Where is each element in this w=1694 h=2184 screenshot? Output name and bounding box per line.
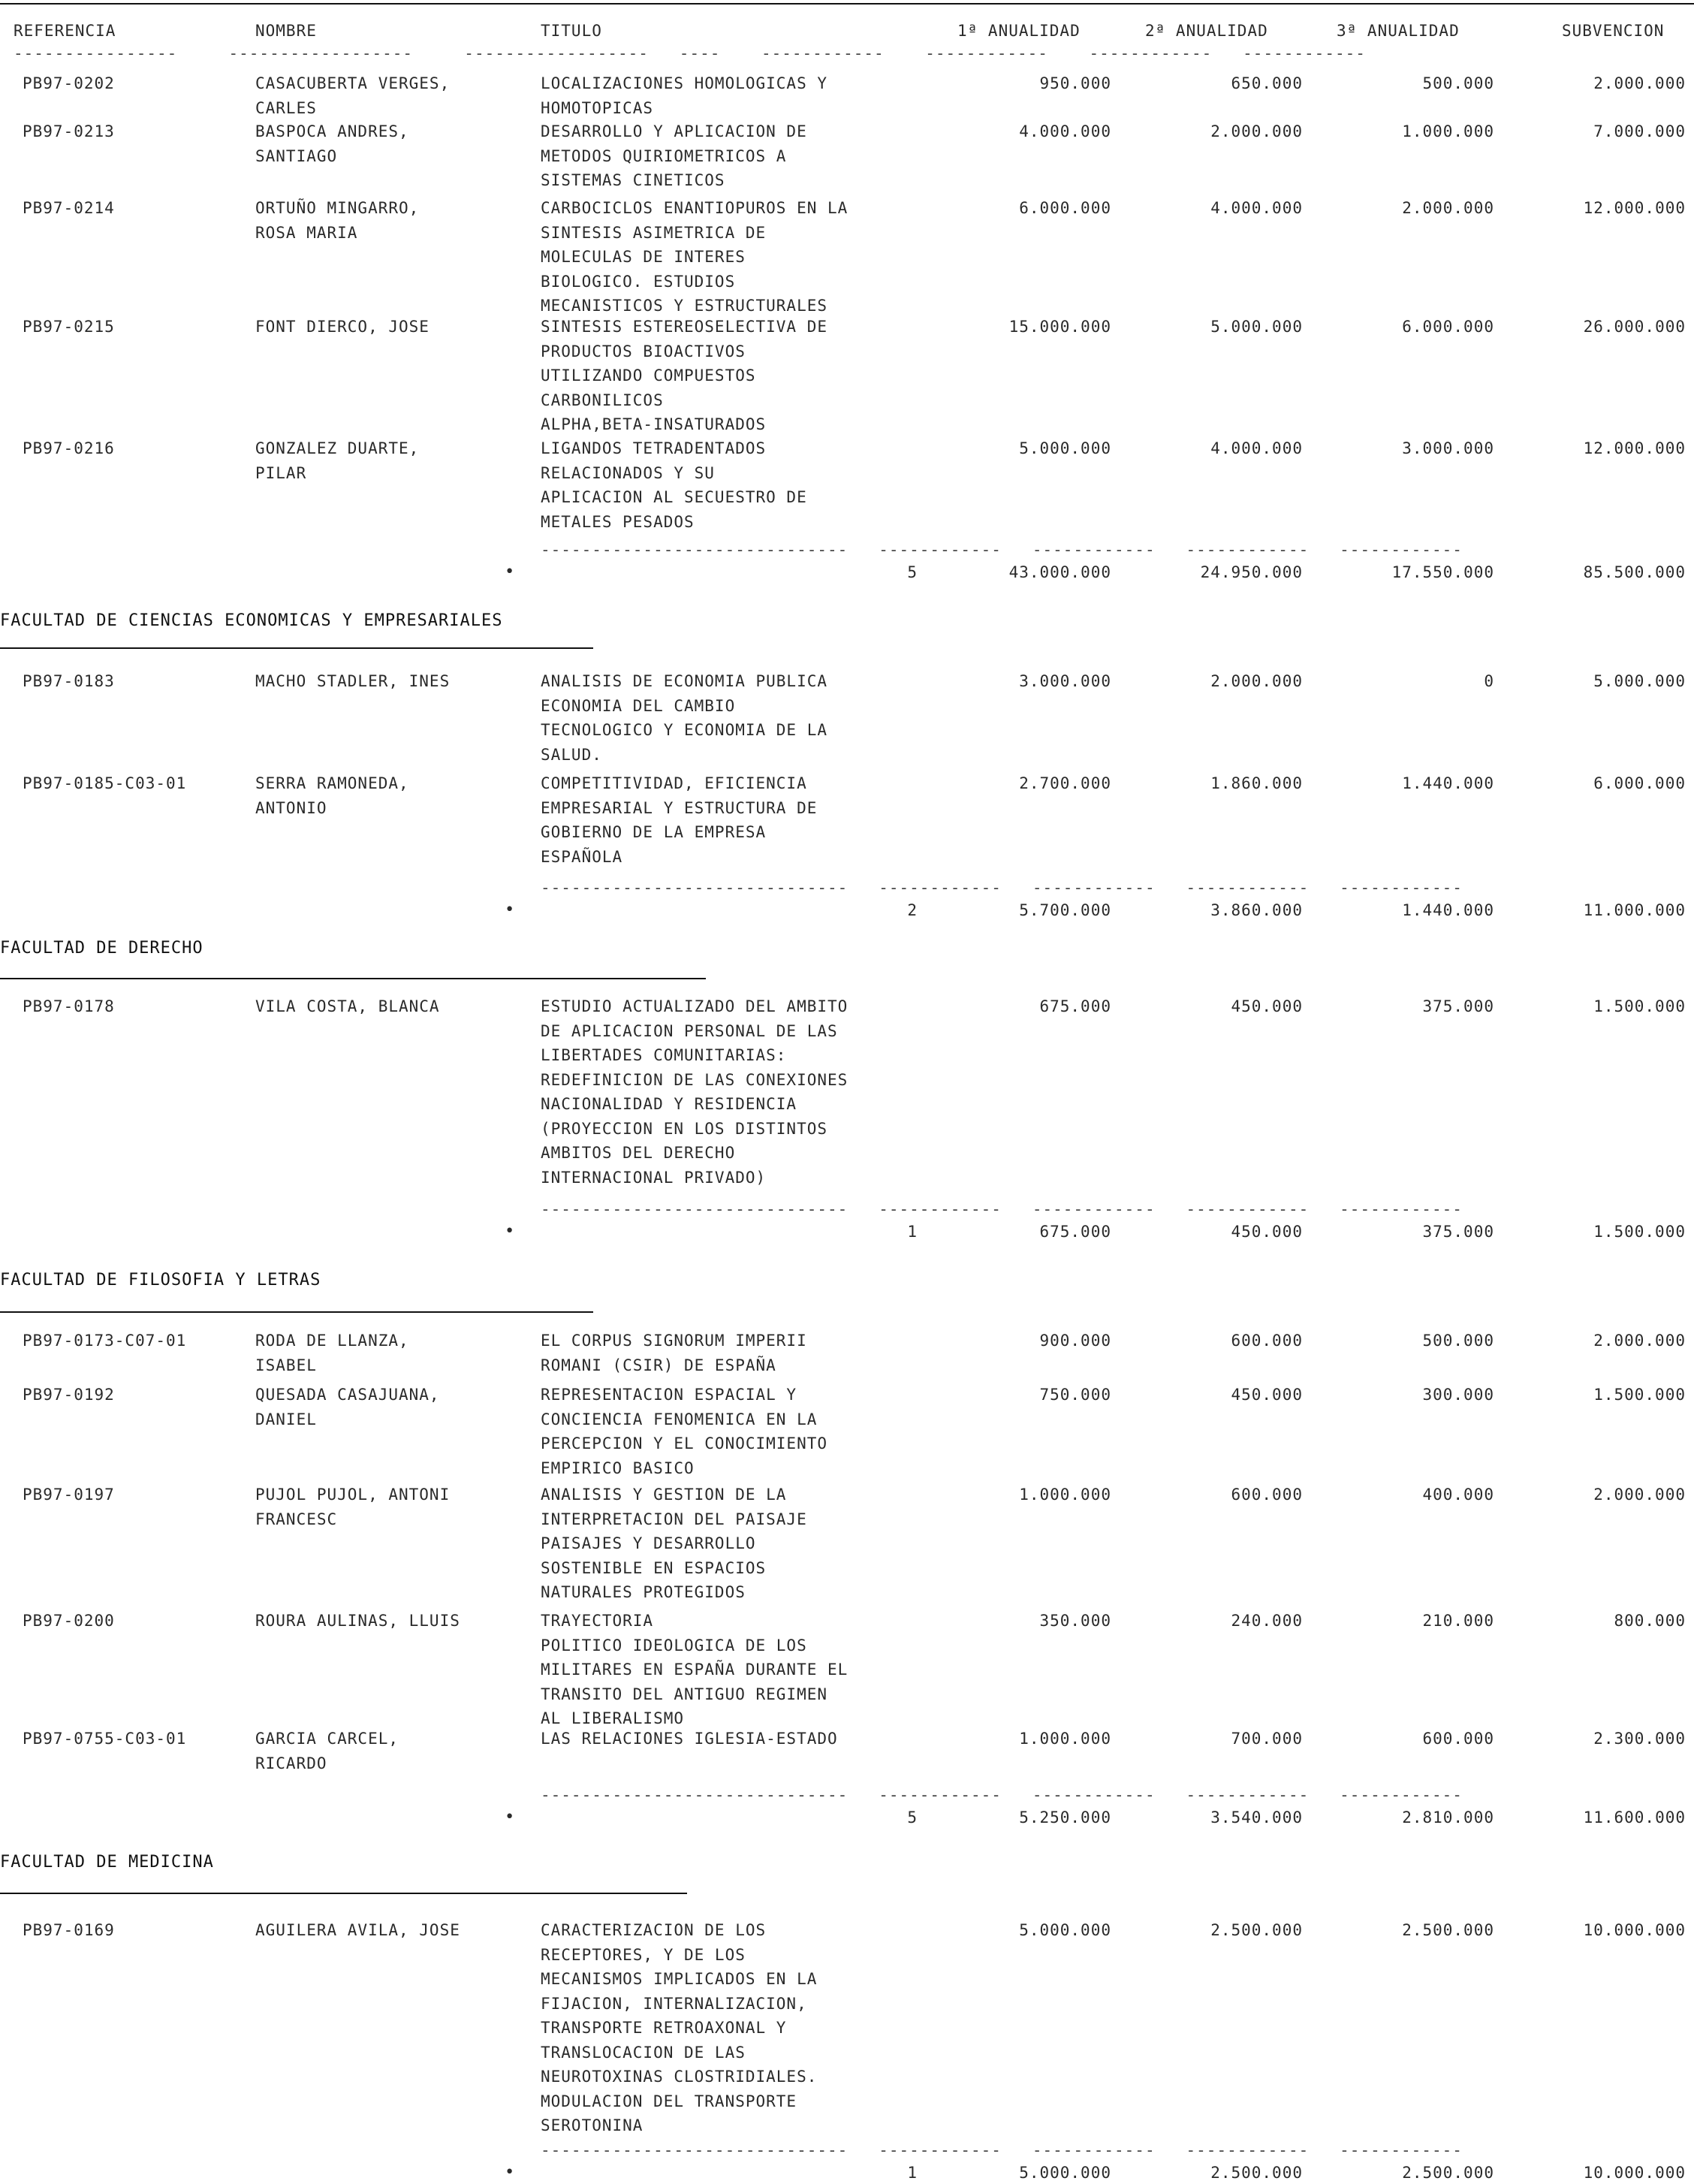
row-anualidad-3: 500.000 — [1422, 1332, 1494, 1350]
row-subvencion: 6.000.000 — [1593, 774, 1686, 792]
row-reference: PB97-0215 — [23, 318, 115, 336]
row-anualidad-2: 5.000.000 — [1210, 318, 1303, 336]
total-count: 1 — [907, 2164, 918, 2182]
total-anualidad-1: 43.000.000 — [1008, 563, 1111, 581]
row-anualidad-1: 15.000.000 — [1008, 318, 1111, 336]
row-name-line: DANIEL — [255, 1410, 317, 1428]
row-title-line: LIBERTADES COMUNITARIAS: — [541, 1046, 787, 1064]
total-separator: ------------------------------ ------------ ------------ ------------ ------------ — [541, 1786, 1463, 1804]
row-title-line: TRANSITO DEL ANTIGUO REGIMEN — [541, 1685, 828, 1703]
header-a1: 1ª ANUALIDAD — [957, 22, 1081, 40]
row-subvencion: 800.000 — [1614, 1612, 1686, 1630]
row-title-line: SOSTENIBLE EN ESPACIOS — [541, 1558, 767, 1577]
row-name-line: PILAR — [255, 463, 307, 482]
row-name-line: RICARDO — [255, 1754, 327, 1772]
row-subvencion: 2.000.000 — [1593, 74, 1686, 92]
row-anualidad-3: 2.000.000 — [1402, 199, 1494, 217]
total-bullet: • — [505, 2163, 515, 2182]
row-anualidad-3: 3.000.000 — [1402, 439, 1494, 457]
row-name-line: SANTIAGO — [255, 146, 338, 165]
total-subvencion: 11.600.000 — [1583, 1808, 1686, 1827]
row-title-line: MILITARES EN ESPAÑA DURANTE EL — [541, 1661, 849, 1679]
row-subvencion: 2.000.000 — [1593, 1486, 1686, 1504]
row-anualidad-2: 4.000.000 — [1210, 199, 1303, 217]
total-subvencion: 11.000.000 — [1583, 901, 1686, 919]
row-title-line: PRODUCTOS BIOACTIVOS — [541, 342, 746, 360]
row-title-line: MECANISTICOS Y ESTRUCTURALES — [541, 297, 828, 315]
row-reference: PB97-0202 — [23, 74, 115, 92]
total-anualidad-1: 5.250.000 — [1019, 1808, 1111, 1827]
row-title-line: MECANISMOS IMPLICADOS EN LA — [541, 1970, 818, 1988]
row-name-line: FRANCESC — [255, 1510, 338, 1528]
row-title-line: ANALISIS DE ECONOMIA PUBLICA — [541, 672, 828, 690]
row-anualidad-3: 2.500.000 — [1402, 1921, 1494, 1939]
row-anualidad-3: 1.000.000 — [1402, 122, 1494, 140]
row-reference: PB97-0192 — [23, 1386, 115, 1404]
row-name-line: GONZALEZ DUARTE, — [255, 439, 420, 457]
row-subvencion: 26.000.000 — [1583, 318, 1686, 336]
total-anualidad-2: 3.860.000 — [1210, 901, 1303, 919]
row-title-line: MOLECULAS DE INTERES — [541, 248, 746, 266]
row-anualidad-3: 375.000 — [1422, 997, 1494, 1015]
row-anualidad-2: 2.000.000 — [1210, 672, 1303, 690]
row-anualidad-2: 600.000 — [1231, 1332, 1303, 1350]
row-title-line: SINTESIS ESTEREOSELECTIVA DE — [541, 318, 828, 336]
row-anualidad-1: 4.000.000 — [1019, 122, 1111, 140]
row-name-line: AGUILERA AVILA, JOSE — [255, 1921, 460, 1939]
row-anualidad-3: 1.440.000 — [1402, 774, 1494, 792]
row-title-line: POLITICO IDEOLOGICA DE LOS — [541, 1636, 807, 1655]
row-reference: PB97-0173-C07-01 — [23, 1332, 187, 1350]
row-title-line: UTILIZANDO COMPUESTOS — [541, 367, 756, 385]
row-name-line: VILA COSTA, BLANCA — [255, 997, 440, 1015]
total-anualidad-3: 2.810.000 — [1402, 1808, 1494, 1827]
row-name-line: CASACUBERTA VERGES, — [255, 74, 451, 92]
row-anualidad-1: 3.000.000 — [1019, 672, 1111, 690]
row-subvencion: 12.000.000 — [1583, 439, 1686, 457]
row-reference: PB97-0216 — [23, 439, 115, 457]
row-title-line: APLICACION AL SECUESTRO DE — [541, 488, 807, 506]
row-title-line: ANALISIS Y GESTION DE LA — [541, 1486, 787, 1504]
total-anualidad-1: 5.700.000 — [1019, 901, 1111, 919]
section-rule — [0, 1893, 687, 1894]
header-a3: 3ª ANUALIDAD — [1337, 22, 1460, 40]
header-sub: SUBVENCION — [1562, 22, 1665, 40]
total-separator: ------------------------------ ------------ ------------ ------------ ------------ — [541, 879, 1463, 897]
section-rule — [0, 978, 706, 979]
row-title-line: RECEPTORES, Y DE LOS — [541, 1945, 746, 1964]
row-name-line: CARLES — [255, 98, 317, 117]
row-anualidad-3: 600.000 — [1422, 1730, 1494, 1748]
row-title-line: INTERPRETACION DEL PAISAJE — [541, 1510, 807, 1528]
row-anualidad-3: 300.000 — [1422, 1386, 1494, 1404]
row-title-line: NATURALES PROTEGIDOS — [541, 1583, 746, 1601]
row-title-line: EMPRESARIAL Y ESTRUCTURA DE — [541, 798, 818, 817]
row-anualidad-3: 400.000 — [1422, 1486, 1494, 1504]
row-title-line: METALES PESADOS — [541, 512, 695, 531]
section-rule — [0, 1311, 593, 1313]
row-title-line: TRANSPORTE RETROAXONAL Y — [541, 2019, 787, 2037]
row-anualidad-1: 2.700.000 — [1019, 774, 1111, 792]
row-title-line: SALUD. — [541, 745, 602, 764]
total-anualidad-2: 2.500.000 — [1210, 2164, 1303, 2182]
row-anualidad-3: 6.000.000 — [1402, 318, 1494, 336]
total-subvencion: 1.500.000 — [1593, 1223, 1686, 1241]
row-title-line: ESTUDIO ACTUALIZADO DEL AMBITO — [541, 997, 849, 1015]
total-count: 1 — [907, 1223, 918, 1241]
row-title-line: CONCIENCIA FENOMENICA EN LA — [541, 1410, 818, 1428]
row-title-line: DESARROLLO Y APLICACION DE — [541, 122, 807, 140]
total-separator: ------------------------------ ------------ ------------ ------------ ------------ — [541, 2141, 1463, 2159]
top-rule — [0, 3, 1694, 5]
row-title-line: (PROYECCION EN LOS DISTINTOS — [541, 1119, 828, 1138]
row-title-line: RELACIONADOS Y SU — [541, 463, 715, 482]
row-anualidad-1: 350.000 — [1039, 1612, 1111, 1630]
row-name-line: MACHO STADLER, INES — [255, 672, 451, 690]
row-name-line: BASPOCA ANDRES, — [255, 122, 409, 140]
row-subvencion: 1.500.000 — [1593, 1386, 1686, 1404]
row-title-line: DE APLICACION PERSONAL DE LAS — [541, 1021, 838, 1040]
row-title-line: FIJACION, INTERNALIZACION, — [541, 1994, 807, 2013]
row-title-line: MODULACION DEL TRANSPORTE — [541, 2092, 797, 2110]
row-subvencion: 2.000.000 — [1593, 1332, 1686, 1350]
row-title-line: COMPETITIVIDAD, EFICIENCIA — [541, 774, 807, 792]
row-title-line: TRAYECTORIA — [541, 1612, 654, 1630]
row-subvencion: 1.500.000 — [1593, 997, 1686, 1015]
row-title-line: INTERNACIONAL PRIVADO) — [541, 1168, 767, 1187]
row-title-line: EMPIRICO BASICO — [541, 1459, 695, 1477]
row-title-line: CARBOCICLOS ENANTIOPUROS EN LA — [541, 199, 849, 217]
row-anualidad-1: 5.000.000 — [1019, 1921, 1111, 1939]
row-name-line: ROURA AULINAS, LLUIS — [255, 1612, 460, 1630]
row-title-line: LAS RELACIONES IGLESIA-ESTADO — [541, 1730, 838, 1748]
row-anualidad-3: 0 — [1484, 672, 1494, 690]
row-reference: PB97-0214 — [23, 199, 115, 217]
row-name-line: RODA DE LLANZA, — [255, 1332, 409, 1350]
row-subvencion: 7.000.000 — [1593, 122, 1686, 140]
row-anualidad-1: 6.000.000 — [1019, 199, 1111, 217]
total-bullet: • — [505, 1808, 515, 1827]
row-title-line: SINTESIS ASIMETRICA DE — [541, 223, 767, 242]
row-anualidad-1: 900.000 — [1039, 1332, 1111, 1350]
row-anualidad-2: 700.000 — [1231, 1730, 1303, 1748]
total-anualidad-2: 450.000 — [1231, 1223, 1303, 1241]
total-count: 5 — [907, 563, 918, 581]
row-anualidad-2: 4.000.000 — [1210, 439, 1303, 457]
row-title-line: CARACTERIZACION DE LOS — [541, 1921, 767, 1939]
section-title: FACULTAD DE CIENCIAS ECONOMICAS Y EMPRESARIALES — [0, 611, 503, 630]
row-name-line: GARCIA CARCEL, — [255, 1730, 399, 1748]
row-title-line: PERCEPCION Y EL CONOCIMIENTO — [541, 1434, 828, 1452]
row-anualidad-1: 1.000.000 — [1019, 1486, 1111, 1504]
total-count: 5 — [907, 1808, 918, 1827]
row-title-line: AL LIBERALISMO — [541, 1709, 685, 1727]
row-subvencion: 12.000.000 — [1583, 199, 1686, 217]
row-title-line: EL CORPUS SIGNORUM IMPERII — [541, 1332, 807, 1350]
row-title-line: CARBONILICOS — [541, 391, 664, 409]
row-anualidad-2: 1.860.000 — [1210, 774, 1303, 792]
row-anualidad-2: 650.000 — [1231, 74, 1303, 92]
total-anualidad-3: 2.500.000 — [1402, 2164, 1494, 2182]
row-anualidad-1: 5.000.000 — [1019, 439, 1111, 457]
total-bullet: • — [505, 1222, 515, 1241]
row-title-line: SISTEMAS CINETICOS — [541, 171, 725, 189]
row-title-line: ALPHA,BETA-INSATURADOS — [541, 415, 767, 433]
total-anualidad-3: 375.000 — [1422, 1223, 1494, 1241]
row-subvencion: 5.000.000 — [1593, 672, 1686, 690]
header-a2: 2ª ANUALIDAD — [1145, 22, 1268, 40]
row-anualidad-3: 500.000 — [1422, 74, 1494, 92]
row-anualidad-2: 600.000 — [1231, 1486, 1303, 1504]
total-separator: ------------------------------ ------------ ------------ ------------ ------------ — [541, 1200, 1463, 1218]
row-title-line: NEUROTOXINAS CLOSTRIDIALES. — [541, 2068, 818, 2086]
row-anualidad-2: 2.000.000 — [1210, 122, 1303, 140]
row-name-line: ISABEL — [255, 1356, 317, 1374]
total-anualidad-3: 1.440.000 — [1402, 901, 1494, 919]
total-anualidad-2: 3.540.000 — [1210, 1808, 1303, 1827]
header-title: TITULO — [541, 22, 602, 40]
total-anualidad-2: 24.950.000 — [1200, 563, 1303, 581]
header-name: NOMBRE — [255, 22, 317, 40]
section-title: FACULTAD DE FILOSOFIA Y LETRAS — [0, 1271, 321, 1290]
total-bullet: • — [505, 900, 515, 919]
row-reference: PB97-0178 — [23, 997, 115, 1015]
row-name-line: FONT DIERCO, JOSE — [255, 318, 430, 336]
section-rule — [0, 647, 593, 649]
section-title: FACULTAD DE MEDICINA — [0, 1853, 214, 1872]
row-title-line: ECONOMIA DEL CAMBIO — [541, 696, 736, 715]
total-anualidad-3: 17.550.000 — [1391, 563, 1494, 581]
total-separator: ------------------------------ ------------ ------------ ------------ ------------ — [541, 541, 1463, 559]
row-title-line: TECNOLOGICO Y ECONOMIA DE LA — [541, 721, 828, 739]
row-anualidad-2: 450.000 — [1231, 1386, 1303, 1404]
row-reference: PB97-0185-C03-01 — [23, 774, 187, 792]
row-title-line: LIGANDOS TETRADENTADOS — [541, 439, 767, 457]
row-reference: PB97-0213 — [23, 122, 115, 140]
row-anualidad-3: 210.000 — [1422, 1612, 1494, 1630]
row-name-line: ANTONIO — [255, 798, 327, 817]
row-reference: PB97-0197 — [23, 1486, 115, 1504]
row-title-line: REPRESENTACION ESPACIAL Y — [541, 1386, 797, 1404]
row-title-line: HOMOTOPICAS — [541, 98, 654, 117]
row-anualidad-2: 2.500.000 — [1210, 1921, 1303, 1939]
total-bullet: • — [505, 563, 515, 581]
row-reference: PB97-0755-C03-01 — [23, 1730, 187, 1748]
row-subvencion: 2.300.000 — [1593, 1730, 1686, 1748]
row-anualidad-1: 1.000.000 — [1019, 1730, 1111, 1748]
total-count: 2 — [907, 901, 918, 919]
row-title-line: ESPAÑOLA — [541, 847, 623, 866]
row-name-line: SERRA RAMONEDA, — [255, 774, 409, 792]
header-ref: REFERENCIA — [14, 22, 116, 40]
row-title-line: METODOS QUIRIOMETRICOS A — [541, 146, 787, 165]
row-title-line: REDEFINICION DE LAS CONEXIONES — [541, 1070, 849, 1089]
row-title-line: PAISAJES Y DESARROLLO — [541, 1534, 756, 1552]
row-reference: PB97-0183 — [23, 672, 115, 690]
row-name-line: PUJOL PUJOL, ANTONI — [255, 1486, 451, 1504]
row-title-line: ROMANI (CSIR) DE ESPAÑA — [541, 1356, 776, 1374]
row-title-line: NACIONALIDAD Y RESIDENCIA — [541, 1095, 797, 1113]
row-name-line: ROSA MARIA — [255, 223, 358, 242]
row-subvencion: 10.000.000 — [1583, 1921, 1686, 1939]
row-reference: PB97-0169 — [23, 1921, 115, 1939]
row-anualidad-1: 750.000 — [1039, 1386, 1111, 1404]
row-title-line: SEROTONINA — [541, 2116, 644, 2134]
row-title-line: LOCALIZACIONES HOMOLOGICAS Y — [541, 74, 828, 92]
row-anualidad-1: 675.000 — [1039, 997, 1111, 1015]
row-name-line: ORTUÑO MINGARRO, — [255, 199, 420, 217]
row-title-line: GOBIERNO DE LA EMPRESA — [541, 823, 767, 841]
total-subvencion: 10.000.000 — [1583, 2164, 1686, 2182]
row-reference: PB97-0200 — [23, 1612, 115, 1630]
row-title-line: BIOLOGICO. ESTUDIOS — [541, 272, 736, 291]
total-subvencion: 85.500.000 — [1583, 563, 1686, 581]
row-anualidad-2: 450.000 — [1231, 997, 1303, 1015]
header-underline: ---------------- ------------------ ------------------ ---- ------------ ------------ ------------ ------------ — [14, 44, 1366, 62]
section-title: FACULTAD DE DERECHO — [0, 939, 203, 958]
row-title-line: AMBITOS DEL DERECHO — [541, 1144, 736, 1162]
row-name-line: QUESADA CASAJUANA, — [255, 1386, 440, 1404]
total-anualidad-1: 5.000.000 — [1019, 2164, 1111, 2182]
row-anualidad-1: 950.000 — [1039, 74, 1111, 92]
row-title-line: TRANSLOCACION DE LAS — [541, 2043, 746, 2062]
total-anualidad-1: 675.000 — [1039, 1223, 1111, 1241]
row-anualidad-2: 240.000 — [1231, 1612, 1303, 1630]
